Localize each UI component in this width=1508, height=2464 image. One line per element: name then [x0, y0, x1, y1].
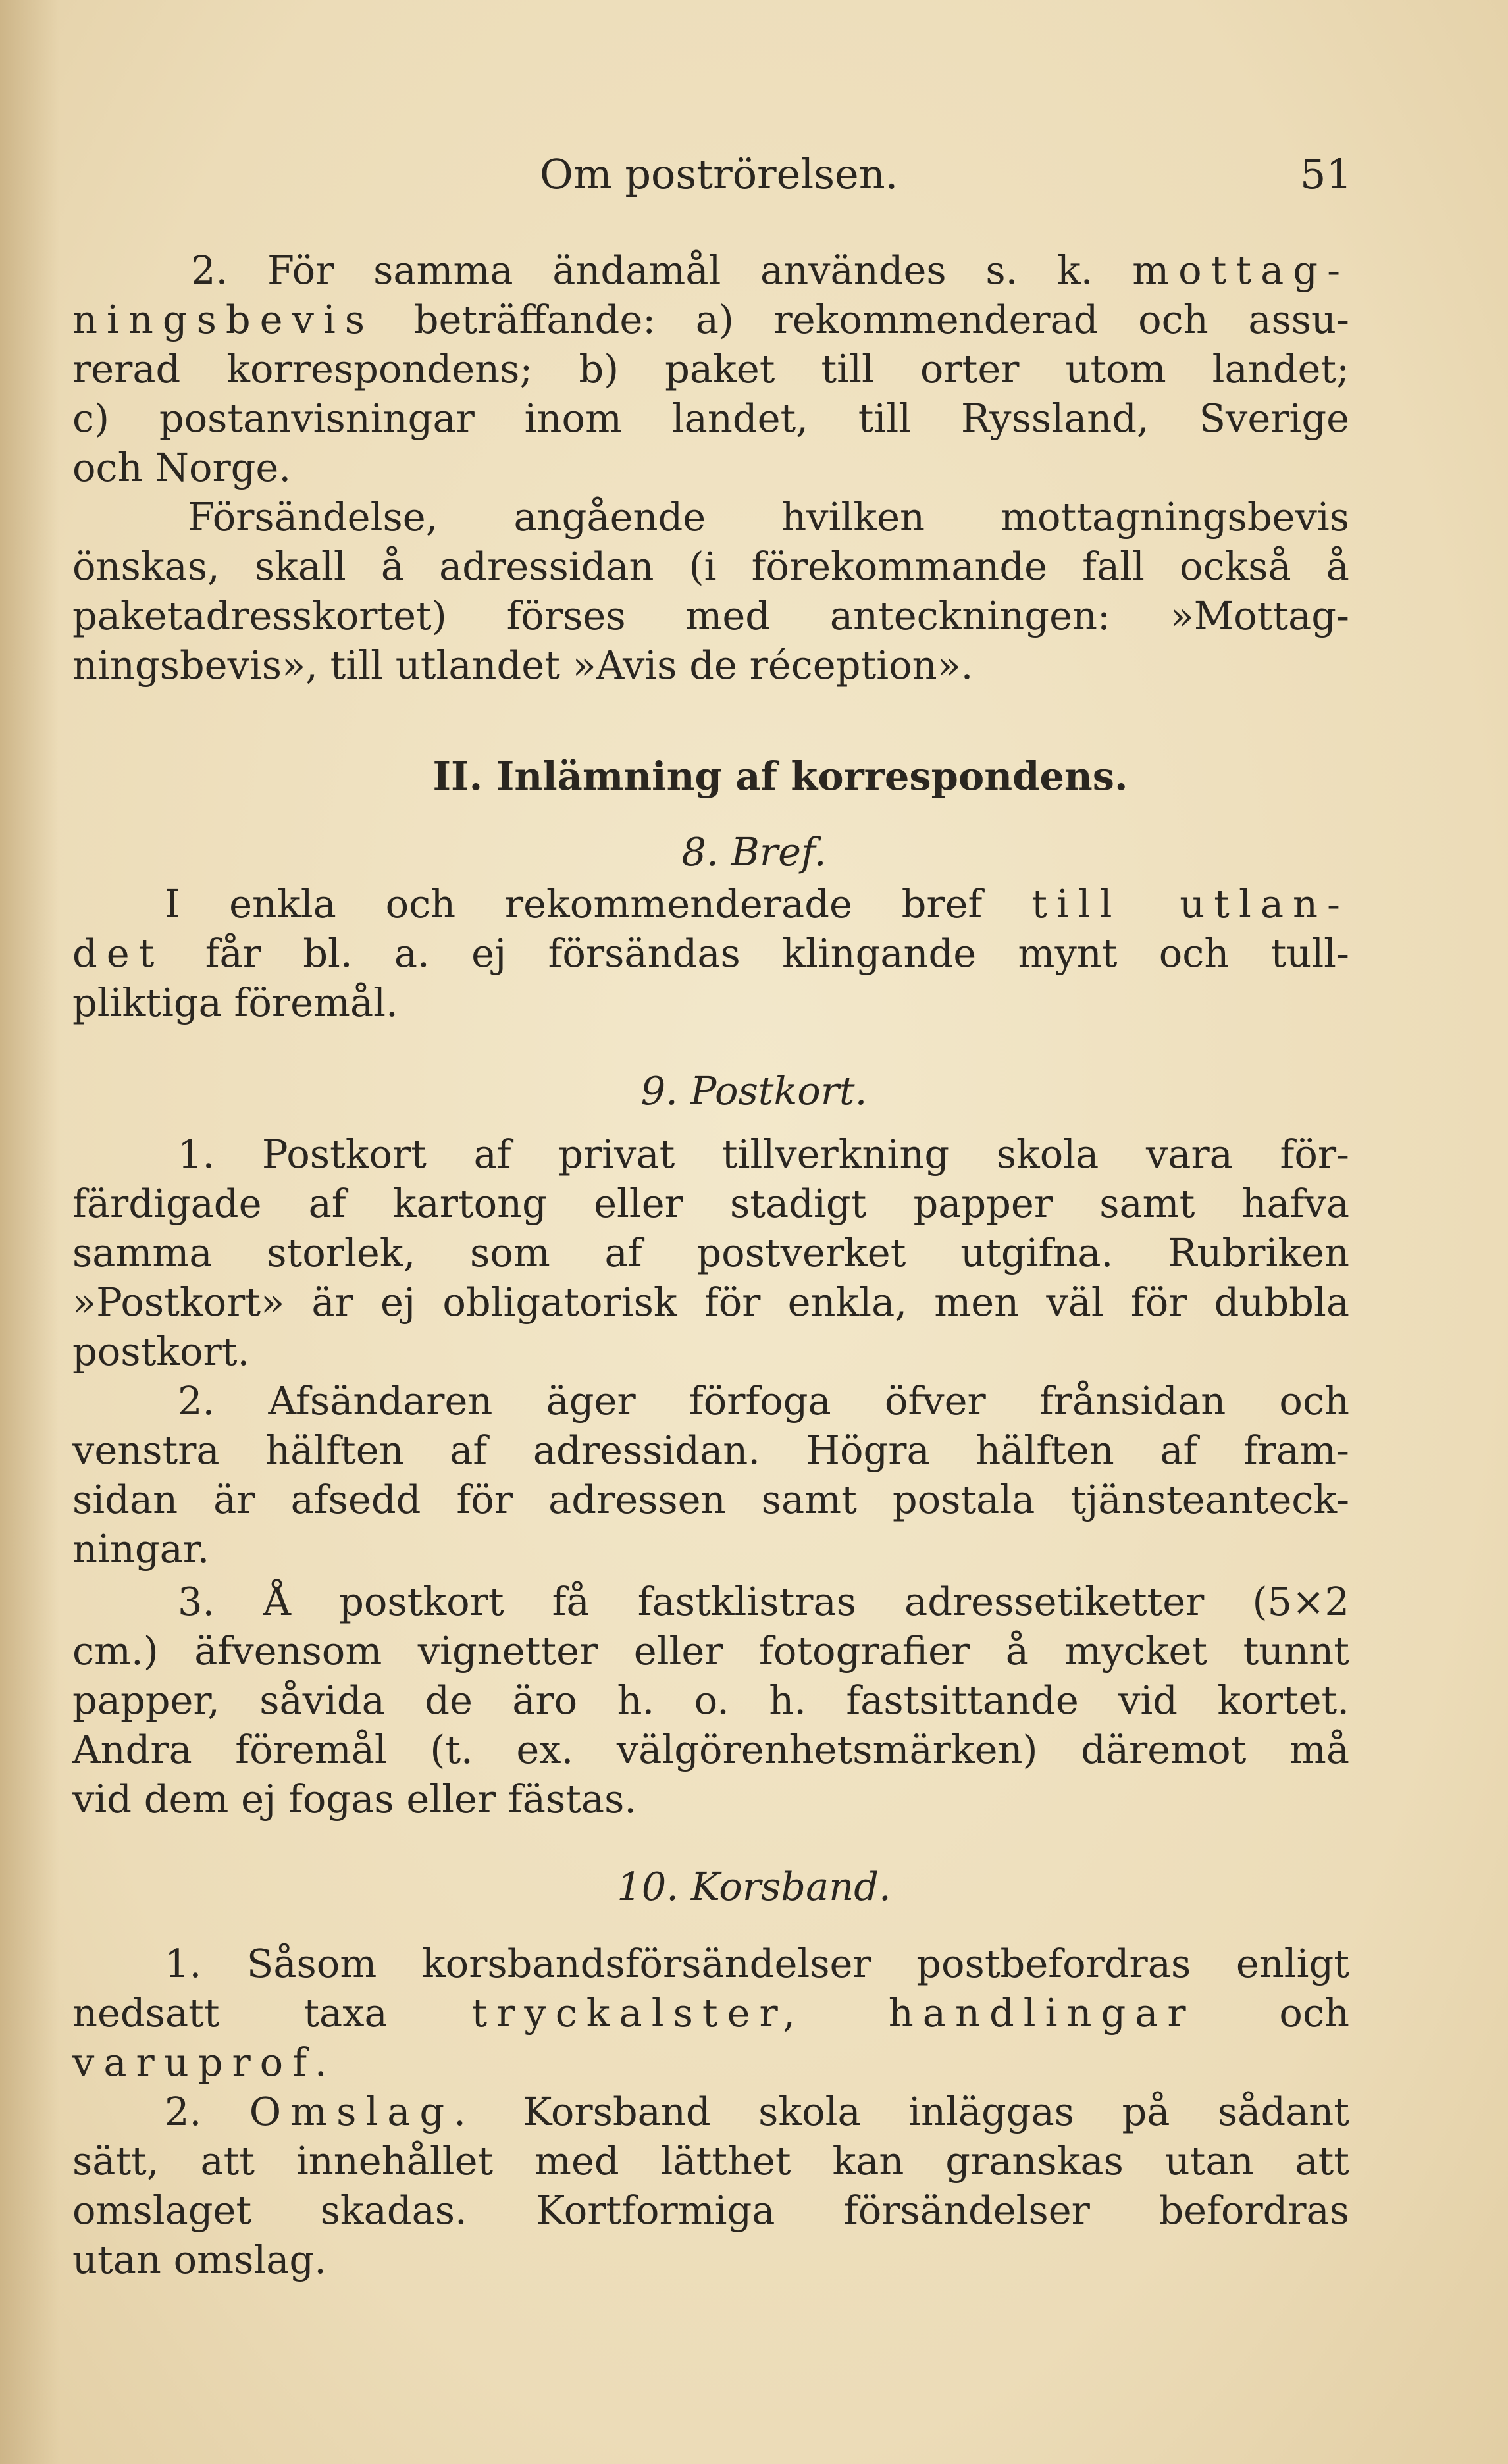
text-line: 1. Såsom korsbandsförsändelser postbefordras enligt: [165, 1941, 1349, 1986]
text-line: [72, 928, 1349, 979]
text-line: [72, 245, 1349, 296]
spaced-term: det: [72, 931, 164, 976]
running-header-title: Om poströrelsen.: [540, 150, 898, 198]
spaced-term: handlingar: [888, 1990, 1195, 2036]
text-line: 1. Postkort af privat tillverkning skola vara för-: [178, 1131, 1349, 1177]
subsection-heading: 8. Bref.: [681, 829, 827, 875]
text-line: pliktiga föremål.: [72, 980, 398, 1025]
text-line: c) postanvisningar inom landet, till Ryssland, Sverige: [72, 396, 1349, 441]
text-line: ningsbevis», till utlandet »Avis de réception».: [72, 642, 974, 688]
text-line: [72, 879, 1349, 930]
text-line: ningar.: [72, 1526, 210, 1572]
spaced-term: tryckalster,: [471, 1990, 804, 2036]
text-line: postkort.: [72, 1329, 250, 1374]
text-line: och Norge.: [72, 445, 292, 490]
text-line: varuprof.: [72, 2040, 336, 2085]
text-span: får bl. a. ej försändas klingande mynt och tull-: [205, 931, 1349, 976]
text-line: venstra hälften af adressidan. Högra hälften af fram-: [72, 1427, 1349, 1473]
spaced-term: till utlan-: [1031, 881, 1349, 927]
text-span: I enkla och rekommenderade bref: [165, 881, 983, 927]
text-line: omslaget skadas. Kortformiga försändelser befordras: [72, 2188, 1349, 2233]
text-line: rerad korrespondens; b) paket till orter utom landet;: [72, 346, 1349, 392]
text-span: nedsatt taxa: [72, 1990, 388, 2036]
text-span: 2.: [165, 2089, 202, 2134]
page-number: 51: [1300, 150, 1352, 198]
text-line: färdigade af kartong eller stadigt papper samt hafva: [72, 1181, 1349, 1226]
subsection-heading: 10. Korsband.: [617, 1864, 891, 1909]
text-line: utan omslag.: [72, 2237, 326, 2282]
text-line: Försändelse, angående hvilken mottagningsbevis: [188, 494, 1349, 540]
text-span: 2. För samma ändamål användes s. k.: [191, 247, 1093, 293]
section-heading: II. Inlämning af korrespondens.: [432, 754, 1128, 799]
text-line: »Postkort» är ej obligatorisk för enkla, men väl för dubbla: [72, 1279, 1349, 1325]
text-line: samma storlek, som af postverket utgifna. Rubriken: [72, 1230, 1349, 1275]
text-line: sätt, att innehållet med lätthet kan granskas utan att: [72, 2138, 1349, 2184]
text-line: 3. Å postkort få fastklistras adressetiketter (5×2: [178, 1579, 1349, 1624]
text-span: Korsband skola inläggas på sådant: [523, 2089, 1349, 2134]
text-line: 2. Afsändaren äger förfoga öfver frånsidan och: [178, 1378, 1349, 1424]
text-line: vid dem ej fogas eller fästas.: [72, 1776, 637, 1822]
text-line: [72, 1988, 1349, 2039]
spaced-term: ningsbevis: [72, 297, 375, 342]
text-line: papper, såvida de äro h. o. h. fastsittande vid kortet.: [72, 1678, 1349, 1723]
text-span: och: [1279, 1990, 1349, 2036]
subsection-heading: 9. Postkort.: [640, 1068, 868, 1114]
text-line: sidan är afsedd för adressen samt postala tjänsteanteck-: [72, 1477, 1349, 1522]
text-line: önskas, skall å adressidan (i förekommande fall också å: [72, 544, 1349, 589]
text-line: paketadresskortet) förses med anteckningen: »Mottag-: [72, 593, 1349, 638]
text-line: [72, 2086, 1349, 2138]
text-line: Andra föremål (t. ex. välgörenhetsmärken) däremot må: [72, 1727, 1349, 1772]
text-line: [72, 294, 1349, 346]
text-span: beträffande: a) rekommenderad och assu-: [413, 297, 1349, 342]
text-line: cm.) äfvensom vignetter eller fotografier å mycket tunnt: [72, 1628, 1349, 1674]
spaced-term: Omslag.: [249, 2089, 475, 2134]
page-edge-shadow: [0, 0, 59, 2464]
spaced-term: mottag-: [1132, 247, 1349, 293]
